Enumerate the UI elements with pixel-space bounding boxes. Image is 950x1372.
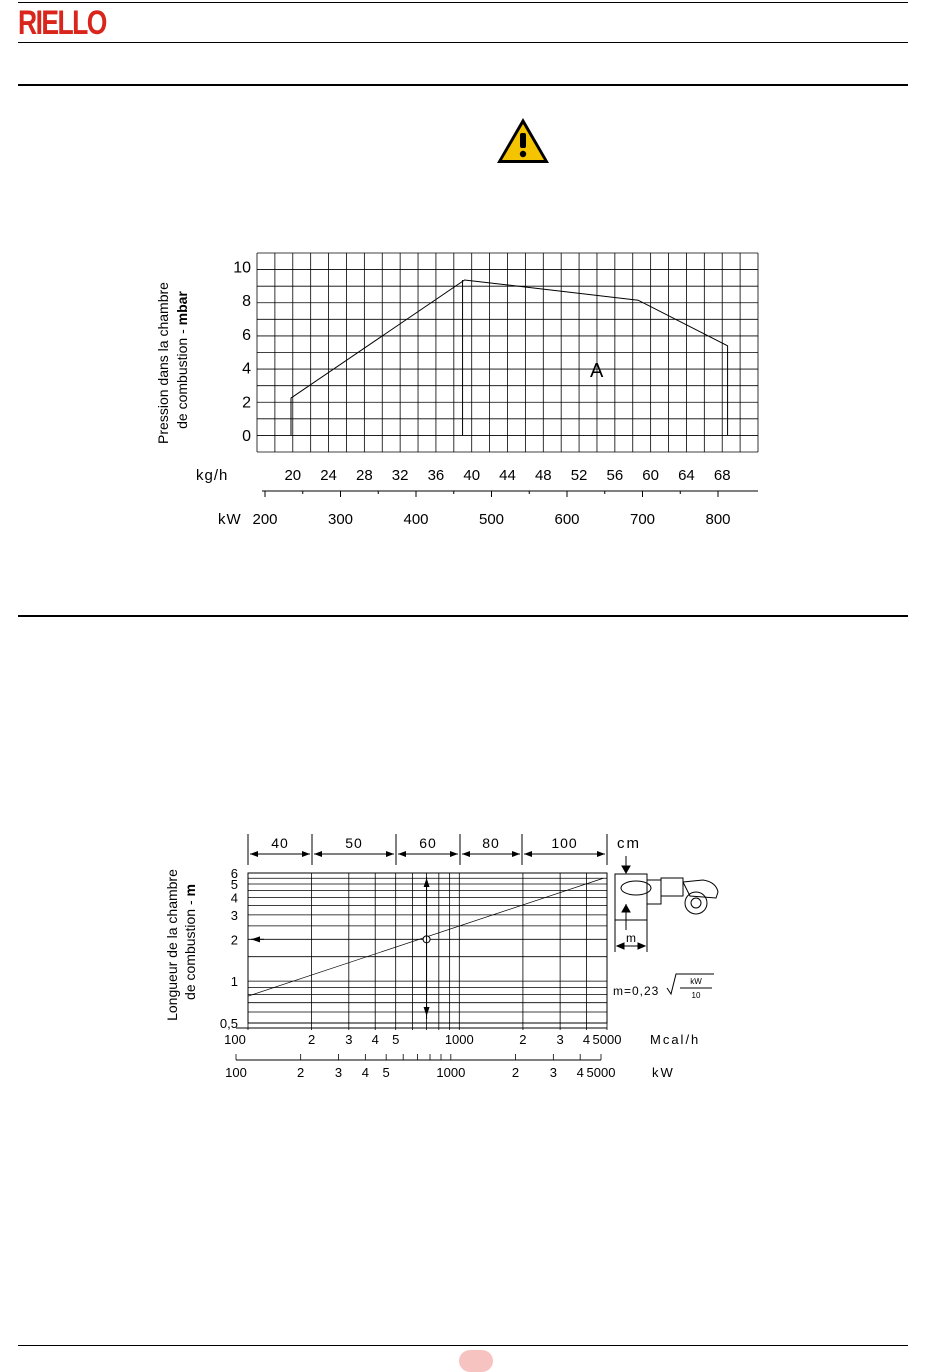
chart2-top-scale [248,834,607,865]
chart1-x-tick-label: 20 [284,467,302,484]
formula-numerator: kW [690,977,702,986]
chart2-top-arrow [512,851,520,857]
chart1-y-tick-label: 10 [233,259,251,277]
chart2-top-arrow [524,851,532,857]
chart2-kw-tick-label: 2 [297,1065,305,1080]
chart2-ylabel-line2 [182,884,198,1000]
chart1-x-tick-label: 32 [391,467,409,484]
chart2-kw-tick-label: 3 [549,1065,557,1080]
chart1-kw-tick-label: 700 [629,511,656,528]
chart1-x-tick-label: 64 [678,467,695,484]
formula-denominator: 10 [691,991,701,1000]
chart1-x-tick-label: 28 [356,467,373,484]
riello-logo: RIELLO [18,4,106,42]
chart1-y-tick-label: 8 [242,293,251,311]
chart2-kw-tick-label: 4 [576,1065,584,1080]
chart1-kw-unit: kW [218,511,242,528]
chamber-length-chart [0,820,950,1090]
chart1-x-tick-label: 52 [570,467,588,484]
chart1-kw-tick-label: 300 [327,511,354,528]
chart1-ylabel-unit: mbar [174,291,190,326]
chart1-x-tick-label: 24 [320,467,337,484]
chart1-kw-tick-label: 400 [403,511,429,528]
chart1-ylabel-line2-text: de combustion - [174,325,190,429]
chart2-series [248,877,603,1019]
chart2-mcal-tick-label: 1000 [444,1032,474,1047]
chart2-top-arrow [462,851,470,857]
chart2-top-arrow [398,851,406,857]
chart2-kw-tick-label: 5 [382,1065,390,1080]
chart2-y-tick-label: 4 [230,890,238,906]
chart2-top-arrow [450,851,458,857]
page-number-badge [459,1350,493,1372]
chart1-kw-tick-label: 800 [705,511,731,528]
chart1-x-tick-label: 48 [534,467,552,484]
chart2-mcal-tick-label: 100 [224,1032,246,1047]
chart1-annotation-a: A [590,360,604,382]
chart2-mcal-tick-label: 2 [519,1032,527,1047]
chart1-x-tick-label: 56 [606,467,624,484]
chart1-kw-tick-label: 200 [252,511,278,528]
chart2-top-arrow [250,851,258,857]
chart2-y-tick-label: 0,5 [219,1016,238,1031]
chart2-top-label: 80 [482,835,500,851]
formula-prefix: m=0,23 [613,984,660,998]
chart2-y-tick-label: 5 [230,877,238,893]
chart1-kgh-unit: kg/h [196,467,229,484]
chart1-y-ticks [233,259,251,445]
chart2-top-arrow [597,851,605,857]
chart2-y-ticks [220,866,238,1031]
fan-inner [691,898,701,908]
chart2-top-arrow [386,851,394,857]
chart2-ylabel-line1: Longueur de la chambre [164,869,180,1021]
chart2-mcal-tick-label: 3 [556,1032,564,1047]
chart1-series [291,280,728,435]
chart2-kw-unit: kW [652,1065,675,1080]
chart2-mcal-tick-label: 5000 [592,1032,622,1047]
chart2-x-ticks [224,1023,621,1047]
chart1-y-tick-label: 0 [242,428,251,446]
chart1-y-tick-label: 4 [242,360,251,378]
chart2-y-tick-label: 6 [230,866,238,881]
chart2-ylabel-line2-text: de combustion - [182,896,198,1000]
chart2-y-tick-label: 3 [230,907,238,923]
chart1-x-tick-label: 36 [427,467,445,484]
chart2-grid [248,873,607,1023]
chart2-kw-tick-label: 1000 [436,1065,466,1080]
chart1-y-tick-label: 2 [242,394,251,412]
burner-dim-label: m [626,931,636,945]
chart1-x-tick-label: 44 [499,467,516,484]
chart1-x-tick-label: 40 [463,467,481,484]
chart1-x-tick-label: 68 [713,467,731,484]
chart1-ylabel-line2 [174,291,190,429]
fan-circle [685,892,707,914]
burner-body [661,878,683,896]
chart1-ylabel-line1: Pression dans la chambre [155,282,171,444]
chart1-x-ticks [284,467,730,484]
chart2-top-arrow [302,851,310,857]
chart2-top-label: 50 [345,835,363,851]
chart2-mcal-unit: Mcal/h [650,1032,701,1047]
chart2-kw-axis [225,1054,615,1080]
chart2-mcal-tick-label: 3 [345,1032,353,1047]
chart2-top-unit: cm [617,835,641,852]
chart2-mcal-tick-label: 2 [307,1032,316,1047]
chart1-kw-tick-label: 600 [554,511,580,528]
pressure-chart [0,0,950,560]
chart2-y-tick-label: 2 [230,932,238,948]
chart2-top-arrow [314,851,322,857]
chart2-mcal-tick-label: 5 [392,1032,400,1047]
chart2-mcal-tick-label: 4 [582,1032,591,1047]
chart2-top-label: 100 [551,835,578,851]
chart2-frame [248,873,607,1023]
chart2-top-label: 40 [271,835,289,851]
chart1-grid [257,253,758,452]
chart1-x-tick-label: 60 [642,467,659,484]
chart2-kw-tick-label: 5000 [586,1065,616,1080]
chart2-arrow-up [424,878,430,887]
chart2-kw-tick-label: 3 [334,1065,343,1080]
chart2-y-tick-label: 1 [230,974,238,990]
chart2-ylabel-unit: m [182,884,198,897]
chart1-envelope-line [291,280,728,435]
chart2-kw-tick-label: 4 [361,1065,369,1080]
chart1-y-tick-label: 6 [242,326,251,344]
section-rule-2 [18,615,908,617]
chart2-arrow-up-bottom [424,1007,430,1016]
chart2-top-label: 60 [419,835,437,851]
footer-rule [18,1345,908,1346]
chart2-mcal-tick-label: 4 [371,1032,379,1047]
chart1-kw-tick-label: 500 [478,511,505,528]
chart1-kw-axis [252,491,758,528]
chart2-kw-tick-label: 2 [511,1065,520,1080]
chart2-kw-tick-label: 100 [225,1065,247,1080]
